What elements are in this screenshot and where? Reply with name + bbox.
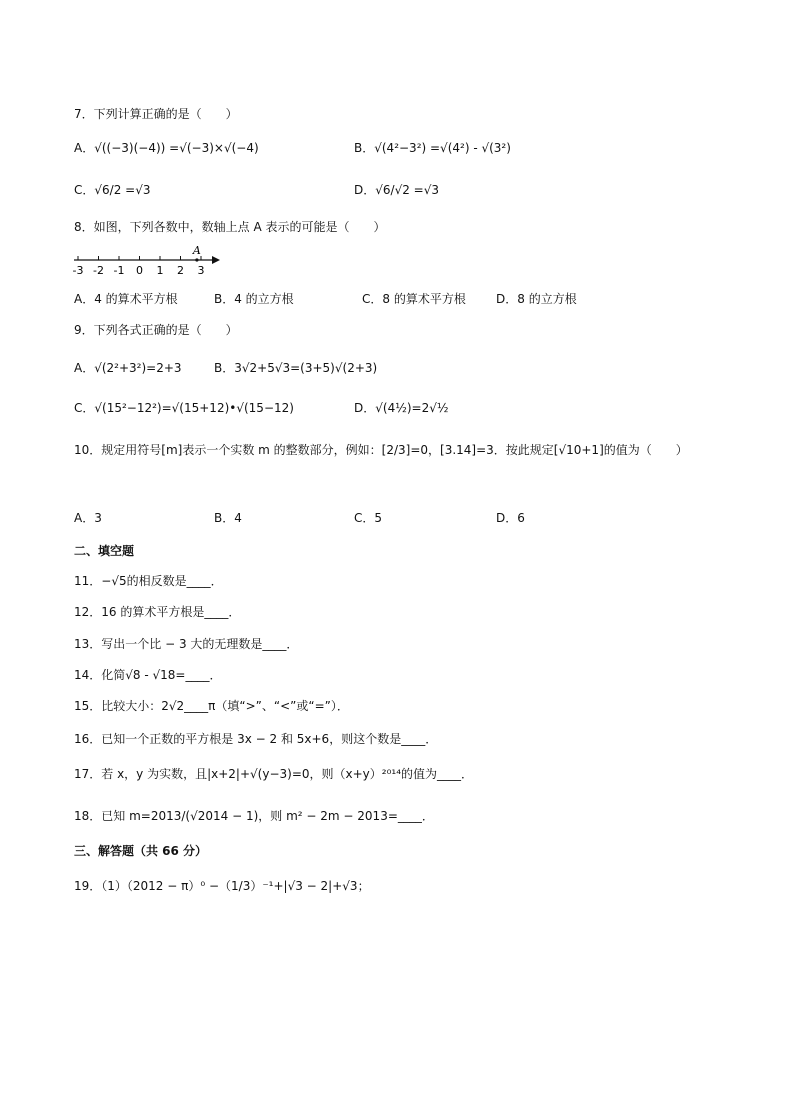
number-line-arrow bbox=[212, 256, 220, 264]
question-7-option-c: C．√6/2 =√3 bbox=[74, 183, 151, 197]
question-10-option-d: D．6 bbox=[496, 511, 525, 525]
question-10-option-c: C．5 bbox=[354, 511, 383, 525]
number-line-tick-label: 3 bbox=[197, 264, 205, 277]
section-fill-in-blank-heading: 二、填空题 bbox=[74, 544, 135, 558]
question-7-stem: 7．下列计算正确的是（ ） bbox=[74, 107, 238, 121]
number-line-tick-label: -3 bbox=[72, 264, 84, 277]
question-18: 18．已知 m=2013/(√2014 − 1)，则 m² − 2m − 2013=____． bbox=[74, 809, 434, 823]
question-11: 11．−√5的相反数是____． bbox=[74, 574, 223, 588]
section-solutions-heading: 三、解答题（共 66 分） bbox=[74, 844, 208, 858]
question-13: 13．写出一个比 − 3 大的无理数是____． bbox=[74, 637, 299, 651]
number-line-tick-label: 1 bbox=[156, 264, 164, 277]
question-7-option-a: A．√((−3)(−4)) =√(−3)×√(−4) bbox=[74, 141, 259, 155]
number-line-tick-label: 0 bbox=[136, 264, 143, 277]
question-17: 17．若 x，y 为实数，且|x+2|+√(y−3)=0，则（x+y）²⁰¹⁴的值为____． bbox=[74, 767, 474, 781]
question-15: 15．比较大小：2√2____π（填“>”、“<”或“=”）． bbox=[74, 699, 349, 713]
question-10-option-b: B．4 bbox=[214, 511, 242, 525]
question-14: 14．化简√8 - √18=____． bbox=[74, 668, 222, 682]
question-9-option-a: A．√(2²+3²)=2+3 bbox=[74, 361, 182, 375]
question-10-stem: 10．规定用符号[m]表示一个实数 m 的整数部分，例如：[2/3]=0，[3.14]=3．按此规定[√10+1]的值为（ ） bbox=[74, 443, 688, 457]
number-line-tick-label: -1 bbox=[113, 264, 125, 277]
question-8-stem: 8．如图，下列各数中，数轴上点 A 表示的可能是（ ） bbox=[74, 220, 386, 234]
question-7-option-d: D．√6/√2 =√3 bbox=[354, 183, 439, 197]
question-8-option-d: D．8 的立方根 bbox=[496, 292, 577, 306]
number-line-tick-label: 2 bbox=[177, 264, 184, 277]
question-10-option-a: A．3 bbox=[74, 511, 102, 525]
question-9-stem: 9．下列各式正确的是（ ） bbox=[74, 323, 238, 337]
question-12: 12．16 的算术平方根是____． bbox=[74, 605, 241, 619]
question-7-option-b: B．√(4²−3²) =√(4²) - √(3²) bbox=[354, 141, 511, 155]
question-19: 19．（1）（2012 − π）⁰ −（1/3）⁻¹+|√3 − 2|+√3； bbox=[74, 879, 370, 893]
question-9-option-c: C．√(15²−12²)=√(15+12)•√(15−12) bbox=[74, 401, 294, 415]
number-line-point-a bbox=[195, 258, 198, 261]
number-line-point-a-label: A bbox=[192, 244, 201, 257]
number-line bbox=[72, 244, 222, 280]
question-8-option-a: A．4 的算术平方根 bbox=[74, 292, 178, 306]
question-9-option-b: B．3√2+5√3=(3+5)√(2+3) bbox=[214, 361, 378, 375]
question-8-option-c: C．8 的算术平方根 bbox=[362, 292, 466, 306]
number-line-tick-label: -2 bbox=[93, 264, 104, 277]
question-9-option-d: D．√(4½)=2√½ bbox=[354, 401, 449, 415]
question-16: 16．已知一个正数的平方根是 3x − 2 和 5x+6，则这个数是____． bbox=[74, 732, 438, 746]
question-8-option-b: B．4 的立方根 bbox=[214, 292, 294, 306]
